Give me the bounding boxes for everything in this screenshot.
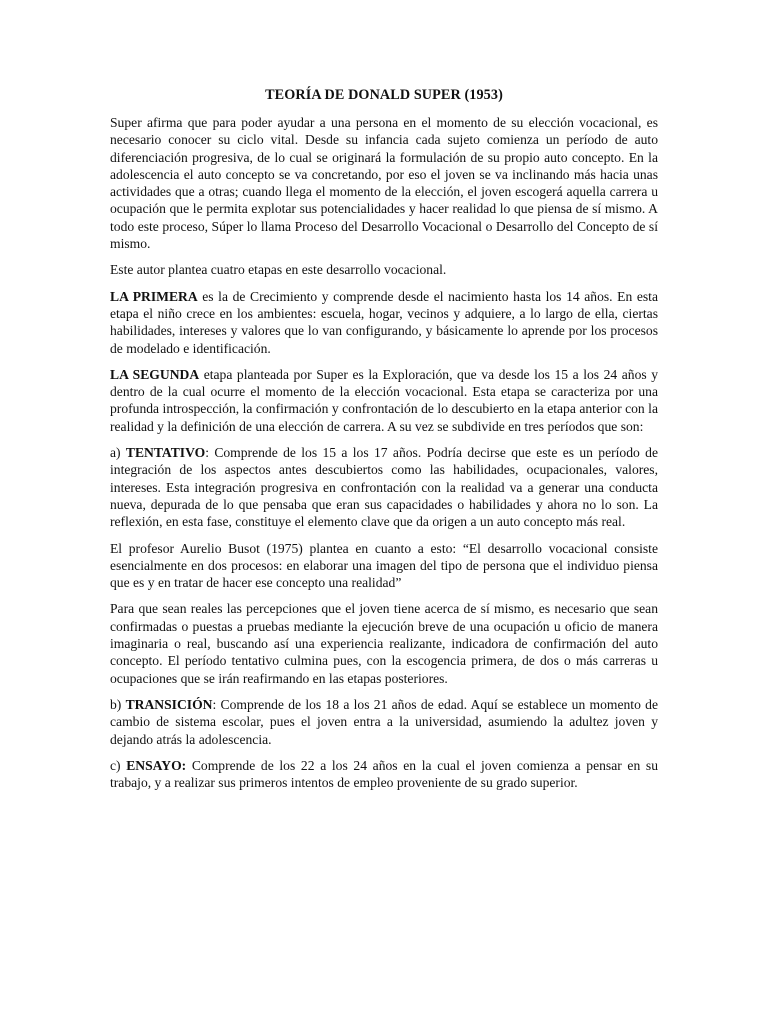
ensayo-text: Comprende de los 22 a los 24 años en la cual el joven comienza a pensar en su trabajo, y a realizar sus primeros intentos de empleo proveniente de su grado superior. [110,757,658,791]
ensayo-heading: ENSAYO: [126,757,187,773]
transicion-paragraph [110,696,658,748]
percepciones-paragraph: Para que sean reales las percepciones que el joven tiene acerca de sí mismo, es necesario que sean confirmadas o puestas a pruebas mediante la ejecución breve de una ocupación u oficio de manera imaginaria o real, buscando así una experiencia realizante, indicadora de confirmación del auto concepto. El período tentativo culmina pues, con la escogencia primera, de dos o más carreras u ocupaciones que se irán reafirmando en las etapas posteriores. [110,601,658,686]
busot-quote-paragraph: El profesor Aurelio Busot (1975) plantea en cuanto a esto: “El desarrollo vocacional consiste esencialmente en dos procesos: en elaborar una imagen del tipo de persona que el individuo piensa que es y en tratar de hacer ese concepto una realidad” [110,540,658,591]
intro-paragraph: Super afirma que para poder ayudar a una persona en el momento de su elección vocacional, es necesario conocer su ciclo vital. Desde su infancia cada sujeto comienza un período de auto diferenciación progresiva, de lo cual se originará la formulación de su propio auto concepto. En la adolescencia el auto concepto se va concretando, por eso el joven se va inclinando más hacia unas actividades que a otras; cuando llega el momento de la elección, el joven escogerá aquella carrera u ocupación que le permita explotar sus potencialidades y hacer realidad lo que piensa de sí mismo. A todo este proceso, Súper lo llama Proceso del Desarrollo Vocacional o Desarrollo del Concepto de sí mismo. [110,115,658,252]
segunda-etapa-text: etapa planteada por Super es la Exploración, que va desde los 15 a los 24 años y dentro de la cual ocurre el momento de la elección vocacional. Esta etapa se caracteriza por una profunda introspección, la confirmación y confrontación de lo descubierto en la etapa anterior con la realidad y la definición de una elección de carrera. A su vez se subdivide en tres períodos que son: [110,366,658,434]
tentativo-prefix: a) [110,445,126,461]
segunda-etapa-paragraph [110,366,658,435]
transicion-prefix: b) [110,696,126,712]
primera-etapa-paragraph [110,288,658,357]
transicion-text: : Comprende de los 18 a los 21 años de edad. Aquí se establece un momento de cambio de sistema escolar, pues el joven entra a la universidad, asumiendo la adultez joven y dejando atrás la adolescencia. [110,696,658,747]
primera-etapa-heading: LA PRIMERA [110,288,198,304]
ensayo-paragraph [110,757,658,792]
ensayo-prefix: c) [110,757,127,773]
segunda-etapa-heading: LA SEGUNDA [110,366,200,382]
tentativo-heading: TENTATIVO [125,445,206,461]
document-title: TEORÍA DE DONALD SUPER (1953) [265,87,503,103]
stages-intro-paragraph: Este autor plantea cuatro etapas en este desarrollo vocacional. [110,262,447,278]
tentativo-text: : Comprende de los 15 a los 17 años. Podría decirse que este es un período de integración de los aspectos antes descubiertos como las habilidades, ocupacionales, valores, intereses. Esta integración progresiva en confrontación con la realidad va a generar una conducta nueva, depurada de lo que pensaba que eran sus capacidades o habilidades y ahora no lo son. La reflexión, en esta fase, constituye el elemento clave que da origen a un auto concepto más real. [110,445,658,530]
primera-etapa-text: es la de Crecimiento y comprende desde el nacimiento hasta los 14 años. En esta etapa el niño crece en los ambientes: escuela, hogar, vecinos y adquiere, a lo largo de ella, ciertas habilidades, intereses y valores que lo van configurando, y básicamente lo aprende por los procesos de modelado e identificación. [110,288,658,356]
tentativo-paragraph [110,444,658,530]
document-page [110,86,658,800]
transicion-heading: TRANSICIÓN [125,696,213,712]
